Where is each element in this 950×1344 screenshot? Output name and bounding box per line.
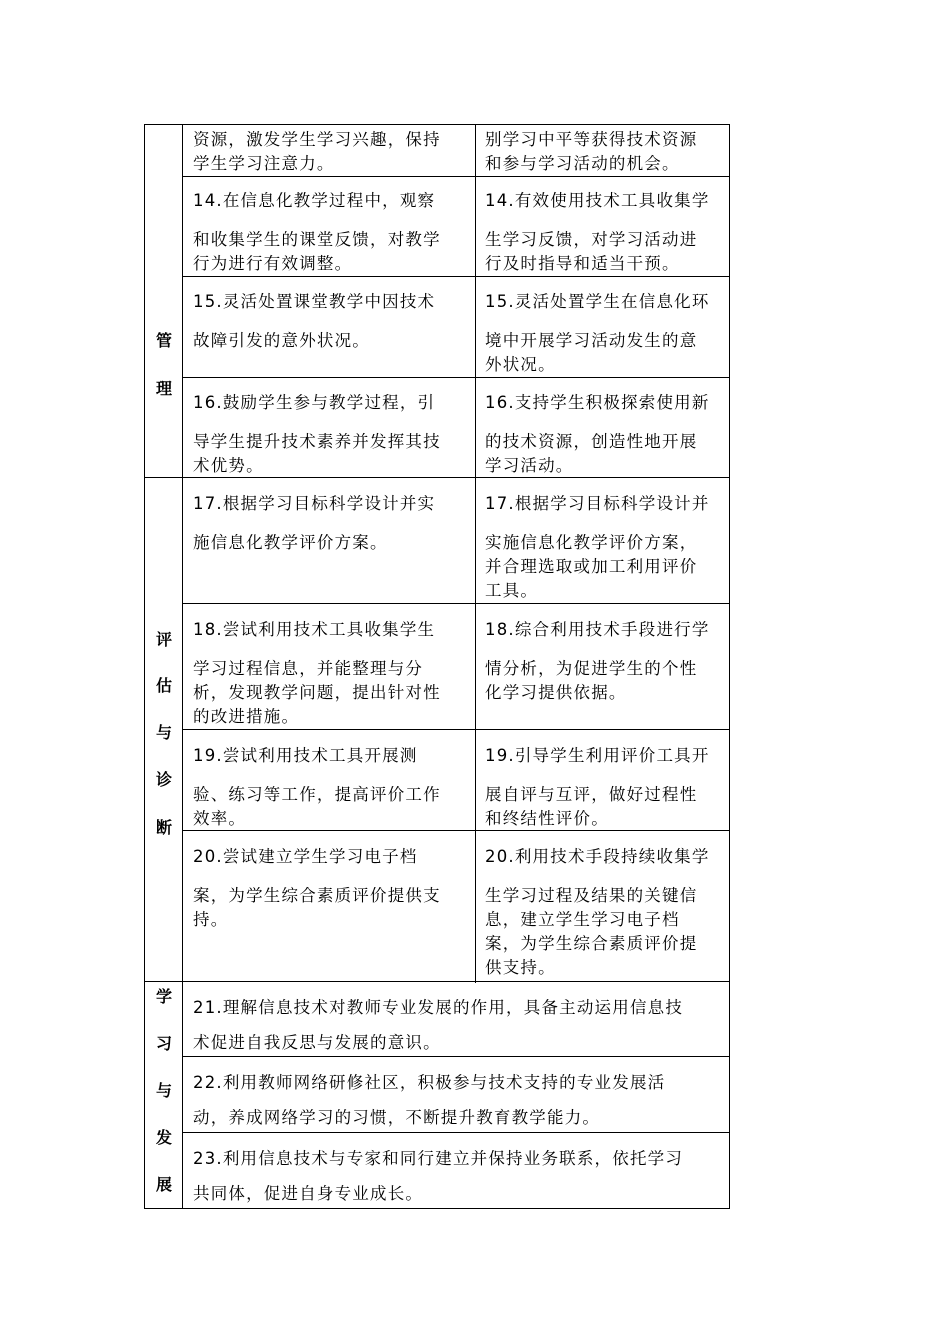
category-char: 与	[155, 723, 172, 742]
student-standard-cell	[485, 189, 725, 279]
student-standard-cell	[485, 744, 725, 834]
category-char: 学	[155, 987, 172, 1006]
cell-line: 20.利用技术手段持续收集学	[485, 847, 710, 866]
cell-line: 验、练习等工作，提高评价工作	[193, 785, 441, 804]
cell-line: 15.灵活处置课堂教学中因技术	[193, 292, 436, 311]
cell-line: 的改进措施。	[193, 707, 300, 726]
cell-line: 生学习反馈，对学习活动进	[485, 230, 698, 249]
section-divider	[145, 981, 729, 982]
cell-line: 20.尝试建立学生学习电子档	[193, 847, 418, 866]
cell-line: 学生学习注意力。	[193, 154, 335, 173]
cell-line: 17.根据学习目标科学设计并实	[193, 494, 436, 513]
cell-line: 实施信息化教学评价方案，	[485, 533, 698, 552]
cell-line: 21.理解信息技术对教师专业发展的作用，具备主动运用信息技	[193, 998, 684, 1017]
cell-line: 析，发现教学问题，提出针对性	[193, 683, 441, 702]
cell-line: 19.引导学生利用评价工具开	[485, 746, 710, 765]
cell-line: 案，为学生综合素质评价提供支	[193, 886, 441, 905]
cell-line: 和终结性评价。	[485, 809, 609, 828]
middle-column-divider	[475, 125, 476, 983]
category-char: 展	[155, 1175, 172, 1194]
cell-line: 学习过程信息，并能整理与分	[193, 659, 424, 678]
cell-line: 案，为学生综合素质评价提	[485, 934, 698, 953]
cell-line: 展自评与互评，做好过程性	[485, 785, 698, 804]
student-standard-cell	[485, 492, 725, 602]
student-standard-cell	[485, 391, 725, 481]
cell-line: 术优势。	[193, 456, 264, 475]
student-standard-cell	[485, 845, 725, 980]
row-divider	[183, 603, 729, 604]
row-divider	[183, 1132, 729, 1133]
learning-standard-cell	[193, 996, 725, 1056]
cell-line: 持。	[193, 910, 229, 929]
cell-line: 行及时指导和适当干预。	[485, 254, 680, 273]
student-standard-cell	[485, 290, 725, 380]
category-char: 诊	[155, 770, 172, 789]
category-char: 断	[155, 818, 172, 837]
cell-line: 的技术资源，创造性地开展	[485, 432, 698, 451]
cell-line: 15.灵活处置学生在信息化环	[485, 292, 710, 311]
teacher-standard-cell	[193, 189, 471, 279]
cell-line: 并合理选取或加工利用评价	[485, 557, 698, 576]
cell-line: 14.有效使用技术工具收集学	[485, 191, 710, 210]
category-char: 发	[155, 1128, 172, 1147]
cell-line: 17.根据学习目标科学设计并	[485, 494, 710, 513]
teacher-standard-cell	[193, 845, 471, 980]
row-divider	[183, 1056, 729, 1057]
cell-line: 16.鼓励学生参与教学过程，引	[193, 393, 436, 412]
cell-line: 工具。	[485, 581, 539, 600]
category-char: 估	[155, 676, 172, 695]
category-char: 与	[155, 1081, 172, 1100]
teacher-standard-cell	[193, 391, 471, 481]
cell-line: 效率。	[193, 809, 247, 828]
cell-line: 导学生提升技术素养并发挥其技	[193, 432, 441, 451]
cell-line: 动，养成网络学习的习惯，不断提升教育教学能力。	[193, 1108, 601, 1127]
cell-line: 生学习过程及结果的关键信	[485, 886, 698, 905]
row-divider	[183, 729, 729, 730]
cell-line: 和收集学生的课堂反馈，对教学	[193, 230, 441, 249]
row-divider	[183, 176, 729, 177]
cell-line: 施信息化教学评价方案。	[193, 533, 388, 552]
cell-line: 18.综合利用技术手段进行学	[485, 620, 710, 639]
standards-table	[144, 124, 730, 1209]
cell-line: 16.支持学生积极探索使用新	[485, 393, 710, 412]
teacher-standard-cell	[193, 492, 471, 602]
student-standard-cell	[485, 618, 725, 728]
cell-line: 资源，激发学生学习兴趣，保持	[193, 130, 441, 149]
category-learning	[145, 981, 183, 1208]
cell-line: 14.在信息化教学过程中，观察	[193, 191, 436, 210]
cell-line: 供支持。	[485, 958, 556, 977]
teacher-standard-cell	[193, 744, 471, 834]
category-char: 管	[155, 331, 172, 350]
learning-standard-cell	[193, 1071, 725, 1131]
cell-line: 19.尝试利用技术工具开展测	[193, 746, 418, 765]
cell-line: 学习活动。	[485, 456, 574, 475]
student-standard-cell	[485, 128, 725, 176]
learning-standard-cell	[193, 1147, 725, 1207]
category-char: 理	[155, 379, 172, 398]
cell-line: 化学习提供依据。	[485, 683, 627, 702]
cell-line: 息，建立学生学习电子档	[485, 910, 680, 929]
cell-line: 共同体，促进自身专业成长。	[193, 1184, 424, 1203]
category-management	[145, 125, 183, 477]
teacher-standard-cell	[193, 128, 471, 176]
cell-line: 境中开展学习活动发生的意	[485, 331, 698, 350]
cell-line: 23.利用信息技术与专家和同行建立并保持业务联系，依托学习	[193, 1149, 684, 1168]
teacher-standard-cell	[193, 290, 471, 380]
cell-line: 18.尝试利用技术工具收集学生	[193, 620, 436, 639]
cell-line: 行为进行有效调整。	[193, 254, 353, 273]
teacher-standard-cell	[193, 618, 471, 728]
cell-line: 22.利用教师网络研修社区，积极参与技术支持的专业发展活	[193, 1073, 666, 1092]
cell-line: 故障引发的意外状况。	[193, 331, 370, 350]
cell-line: 情分析，为促进学生的个性	[485, 659, 698, 678]
cell-line: 外状况。	[485, 355, 556, 374]
cell-line: 术促进自我反思与发展的意识。	[193, 1033, 441, 1052]
category-char: 评	[155, 630, 172, 649]
cell-line: 别学习中平等获得技术资源	[485, 130, 698, 149]
cell-line: 和参与学习活动的机会。	[485, 154, 680, 173]
category-assessment	[145, 477, 183, 981]
category-char: 习	[155, 1034, 172, 1053]
